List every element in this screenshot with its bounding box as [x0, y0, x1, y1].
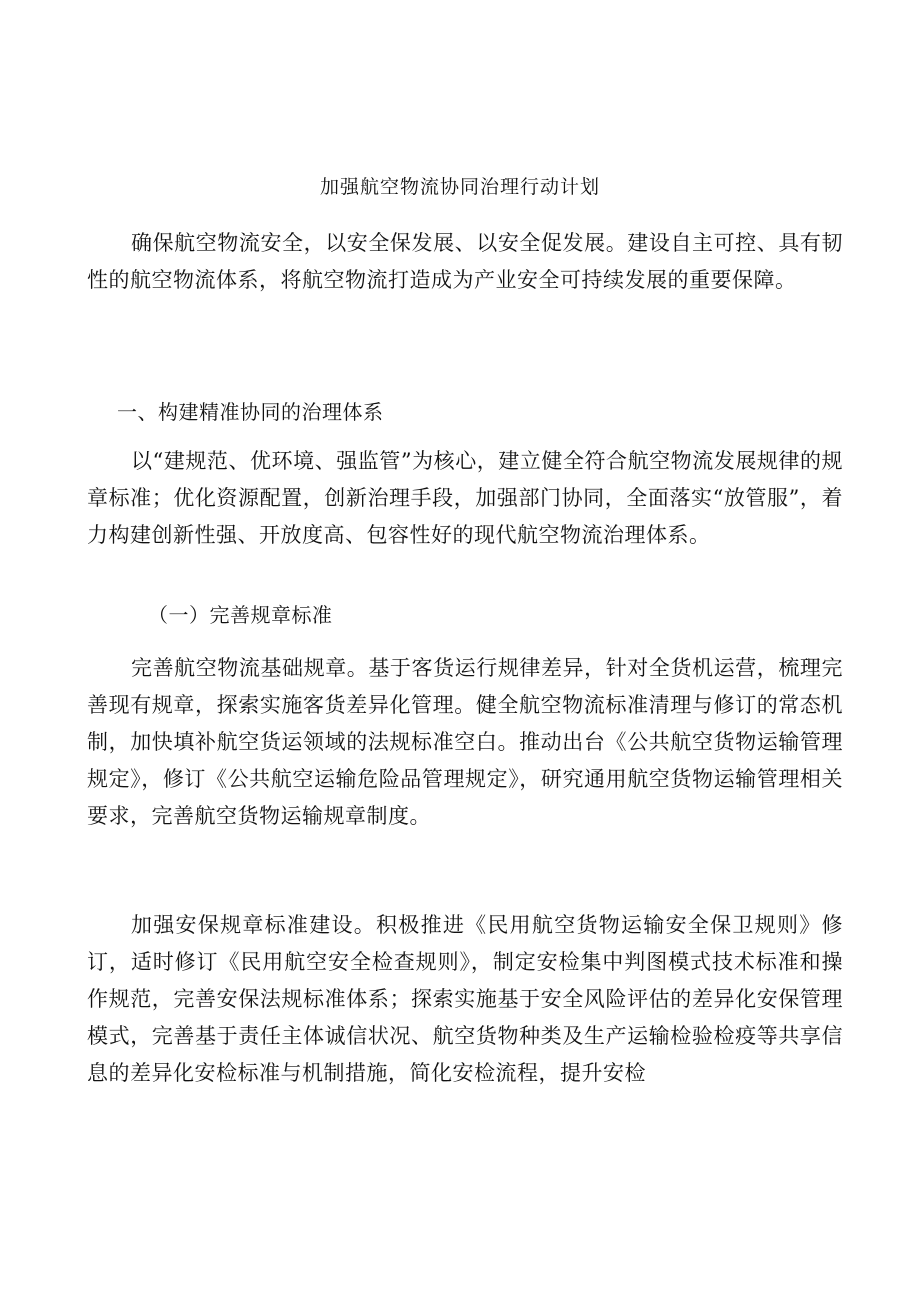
section-body-paragraph: 以“建规范、优环境、强监管”为核心，建立健全符合航空物流发展规律的规章标准；优化资源配置，创新治理手段，加强部门协同，全面落实“放管服”，着力构建创新性强、开放度高、包容性好的现代航空物流治理体系。 — [87, 449, 843, 547]
intro-paragraph: 确保航空物流安全，以安全保发展、以安全促发展。建设自主可控、具有韧性的航空物流体系，将航空物流打造成为产业安全可持续发展的重要保障。 — [87, 231, 843, 292]
subsection-heading: （一）完善规章标准 — [148, 603, 333, 627]
security-paragraph: 加强安保规章标准建设。积极推进《民用航空货物运输安全保卫规则》修订，适时修订《民用航空安全检查规则》，制定安检集中判图模式技术标准和操作规范，完善安保法规标准体系；探索实施基于安全风险评估的差异化安保管理模式，完善基于责任主体诚信状况、航空货物种类及生产运输检验检疫等共享信息的差异化安检标准与机制措施，简化安检流程，提升安检 — [87, 913, 843, 1085]
regulation-paragraph: 完善航空物流基础规章。基于客货运行规律差异，针对全货机运营，梳理完善现有规章，探索实施客货差异化管理。健全航空物流标准清理与修订的常态机制，加快填补航空货运领域的法规标准空白。推动出台《公共航空货物运输管理规定》，修订《公共航空运输危险品管理规定》，研究通用航空货物运输管理相关要求，完善航空货物运输规章制度。 — [87, 656, 843, 828]
section-heading: 一、构建精准协同的治理体系 — [117, 400, 384, 424]
document-title: 加强航空物流协同治理行动计划 — [319, 176, 600, 198]
